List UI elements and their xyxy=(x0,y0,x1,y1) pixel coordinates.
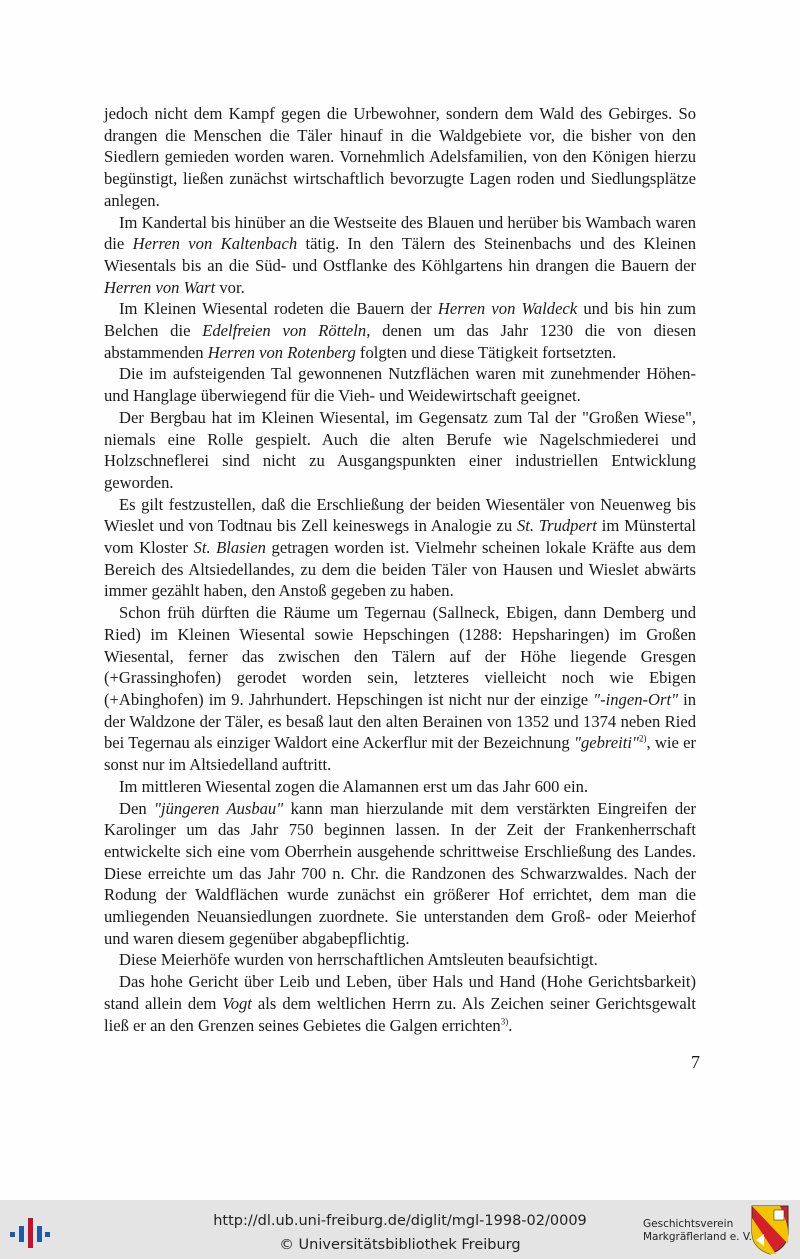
paragraph xyxy=(104,103,696,212)
text-run: als dem weltlichen Herrn zu. Als Zeichen seiner Gerichtsgewalt ließ er an den Grenzen seines Gebietes die Galgen errichten xyxy=(104,993,696,1035)
text-run: getragen worden ist. Vielmehr scheinen lokale Kräfte aus dem Bereich des Altsiedellandes, zu dem die beiden Täler von Hausen und Wieslet abwärts immer gezählt haben, den Anstoß gegeben zu haben. xyxy=(104,538,696,601)
organization-name-line2: Markgräflerland e. V. xyxy=(643,1231,753,1243)
italic-name: Herren von Kaltenbach xyxy=(132,234,298,254)
text-run: Die im aufsteigenden Tal gewonnenen Nutzflächen waren mit zunehmender Höhen- und Hanglage überwiegend für die Vieh- und Weidewirtschaft geeignet. xyxy=(104,364,696,406)
paragraph xyxy=(104,494,696,603)
text-run: , denen um das Jahr 1230 die von diesen abstammenden xyxy=(104,321,697,362)
text-run: kann man hierzulande mit dem verstärkten Eingreifen der Karolinger um das Jahr 750 beginnen lassen. In der Zeit der Frankenherrschaft entwickelte sich eine vom Oberrhein ausgehende schrittweise Erschließung des Landes. Diese erreichte um das Jahr 700 n. Chr. die Randzonen des Schwarzwaldes. Nach der Rodung der Waldflächen wurde zunächst ein größerer Hof errichtet, dem man die umliegenden Neuansiedlungen zuordnete. Sie unterstanden dem Groß- oder Meierhof und waren diesem gegenüber abgabepflichtig. xyxy=(104,798,697,948)
italic-name: Vogt xyxy=(222,993,252,1013)
italic-name: Herren von Waldeck xyxy=(437,299,578,319)
text-run: tätig. In den Tälern des Steinenbachs und des Kleinen Wiesentals bis an die Süd- und Ostflanke des Köhlgartens hin drangen die Bauern der xyxy=(104,234,696,275)
coat-of-arms-icon[interactable] xyxy=(750,1204,790,1256)
italic-name: Edelfreien von Rötteln xyxy=(202,321,367,341)
text-run: in der Waldzone der Täler, es besaß laut den alten Berainen von 1352 und 1374 neben Ried bei Tegernau als einziger Waldort eine Ackerflur mit der Bezeichnung xyxy=(104,689,697,753)
italic-name: St. Blasien xyxy=(193,538,266,558)
text-run: Im Kandertal bis hinüber an die Westseite des Blauen und herüber bis Wambach waren die xyxy=(104,212,696,254)
text-run: Schon früh dürften die Räume um Tegernau (Sallneck, Ebigen, dann Demberg und Ried) im Kleinen Wiesental sowie Hepschingen (1288: Hepsharingen) im Großen Wiesental, ferner das zwischen den Tälern auf der Höhe liegende Gresgen (+Grassinghofen) gerodet worden sein, letzteres vielleicht noch wie Ebigen (+Abinghofen) im 9. Jahrhundert. Hepschingen ist nicht nur der einzige xyxy=(104,603,696,709)
paragraph xyxy=(104,363,696,406)
italic-name: St. Trudpert xyxy=(516,516,597,536)
page-number: 7 xyxy=(691,1052,700,1072)
document-url-link[interactable]: http://dl.ub.uni-freiburg.de/diglit/mgl-1998-02/0009 xyxy=(213,1213,587,1229)
paragraph xyxy=(104,298,696,363)
footnote-marker: 2) xyxy=(638,733,647,744)
paragraph xyxy=(104,776,696,798)
text-run: Es gilt festzustellen, daß die Erschließung der beiden Wiesentäler von Neuenweg bis Wieslet und von Todtnau bis Zell keineswegs in Analogie zu xyxy=(104,494,696,536)
italic-name: "jüngeren Ausbau" xyxy=(154,798,284,818)
text-run: folgten und diese Tätigkeit fortsetzten. xyxy=(355,342,617,362)
text-run: . xyxy=(508,1015,513,1035)
text-run: Diese Meierhöfe wurden von herrschaftlichen Amtsleuten beaufsichtigt. xyxy=(119,950,598,970)
paragraph xyxy=(104,212,696,299)
text-run: im Münstertal vom Kloster xyxy=(104,516,696,558)
italic-name: Herren von Wart xyxy=(104,277,216,297)
paragraph xyxy=(104,798,696,950)
paragraph xyxy=(104,949,696,971)
organization-name-line1: Geschichtsverein xyxy=(643,1218,734,1230)
organization-name xyxy=(643,1218,753,1244)
paragraph xyxy=(104,602,696,776)
text-run: , wie er sonst nur im Altsiedelland auftritt. xyxy=(104,733,696,775)
paragraph xyxy=(104,971,696,1036)
italic-name: "gebreiti" xyxy=(574,733,639,753)
text-run: Im Kleinen Wiesental rodeten die Bauern der xyxy=(119,299,438,319)
viewer-footer xyxy=(0,1200,800,1259)
body-text xyxy=(104,103,696,1036)
italic-name: "-ingen-Ort" xyxy=(593,689,679,709)
text-run: jedoch nicht dem Kampf gegen die Urbewohner, sondern dem Wald des Gebirges. So drangen die Menschen die Täler hinauf in die Waldgebiete vor, die bisher von den Siedlern gemieden worden waren. Vornehmlich Adelsfamilien, von den Königen hierzu begünstigt, ließen zunächst wirtschaftlich bevorzugte Lagen roden und Siedlungsplätze anlegen. xyxy=(104,104,696,210)
text-run: Das hohe Gericht über Leib und Leben, über Hals und Hand (Hohe Gerichtsbarkeit) stand allein dem xyxy=(104,972,696,1013)
text-run: Den xyxy=(119,798,155,818)
copyright-text: © Universitätsbibliothek Freiburg xyxy=(279,1237,521,1253)
footnote-marker: 3) xyxy=(500,1016,509,1026)
italic-name: Herren von Rotenberg xyxy=(207,342,356,362)
text-run: Der Bergbau hat im Kleinen Wiesental, im Gegensatz zum Tal der "Großen Wiese", niemals eine Rolle gespielt. Auch die alten Berufe wie Nagelschmiederei und Holzschneflerei sind nicht zu Ausgangspunkten einer industriellen Entwicklung geworden. xyxy=(104,407,696,492)
text-run: Im mittleren Wiesental zogen die Alamannen erst um das Jahr 600 ein. xyxy=(119,776,589,796)
text-run: und bis hin zum Belchen die xyxy=(104,299,697,341)
paragraph xyxy=(104,407,696,494)
ub-freiburg-logo-icon[interactable] xyxy=(10,1212,50,1248)
text-run: vor. xyxy=(215,277,245,297)
